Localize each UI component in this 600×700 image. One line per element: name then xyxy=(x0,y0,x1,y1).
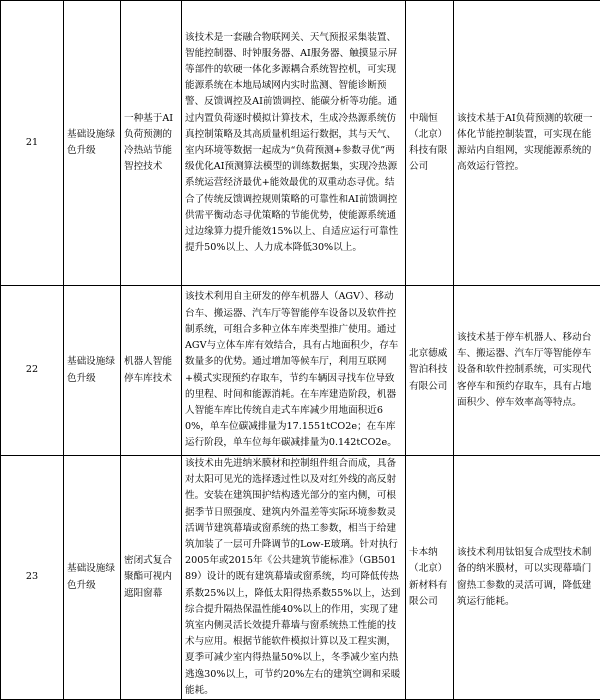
table-row xyxy=(1,1,600,286)
row-number: 23 xyxy=(1,456,64,700)
technology-name-cell: 一种基于AI负荷预测的冷热站节能智控技术 xyxy=(121,1,182,286)
category-cell: 基础设施绿色升级 xyxy=(64,456,121,700)
row-number: 22 xyxy=(1,286,64,456)
description-cell: 该技术利用自主研发的停车机器人（AGV）、移动台车、搬运器、汽车厅等智能停车设备以及软件控制系统，可组合多种立体车库类型推广使用。通过AGV与立体车库有效结合，具有占地面积少，存车数量多的优势。通过增加等候车厅，利用互联网+模式实现预约存取车，节约车辆因寻找车位导致的里程、时间和能源消耗。在车库建造阶段，机器人智能车库比传统自走式车库减少用地面积近60%，单车位碳减排量为17.1551tCO2e；在车库运行阶段，单车位每年碳减排量为0.142tCO2e。 xyxy=(182,286,406,456)
summary-cell: 该技术基于AI负荷预测的软硬一体化节能控制装置，可实现在能源站内自组网，实现能源系统的高效运行管控。 xyxy=(454,1,600,286)
company-cell: 中瑞恒（北京）科技有限公司 xyxy=(406,1,454,286)
company-cell: 北京德威智泊科技有限公司 xyxy=(406,286,454,456)
technology-name-cell: 机器人智能停车库技术 xyxy=(121,286,182,456)
company-cell: 卡本纳（北京）新材料有限公司 xyxy=(406,456,454,700)
description-cell: 该技术是一套融合物联网关、天气预报采集装置、智能控制器、时钟服务器、AI服务器、触摸显示屏等部件的软硬一体化多源耦合系统智控机，可实现能源系统在本地局域网内实时监测、智能诊断预警、反馈调控及AI前馈调控、能碳分析等功能。通过内置负荷逐时模拟计算技术，生成冷热源系统仿真控制策略及其高质量机组运行数据，其与天气、室内环境等数据一起成为“负荷预测+参数寻优”两级优化AI预测算法模型的训练数据集，实现冷热源系统运营经济最优+能效最优的双重动态寻优。结合了传统反馈调控规则策略的可靠性和AI前馈调控供需平衡动态寻优策略的节能优势，使能源系统通过边缘算力提升能效15%以上、自适应运行可靠性提升50%以上、人力成本降低30%以上。 xyxy=(182,1,406,286)
table-row xyxy=(1,286,600,456)
summary-cell: 该技术基于停车机器人、移动台车、搬运器、汽车厅等智能停车设备和软件控制系统，可实现代客停车和预约存取车，具有占地面积少、停车效率高等特点。 xyxy=(454,286,600,456)
summary-cell: 该技术利用钛铝复合成型技术制备的纳米膜材，可以实现幕墙门窗热工参数的灵活可调，降低建筑运行能耗。 xyxy=(454,456,600,700)
table-row xyxy=(1,456,600,700)
technology-name-cell: 密闭式复合聚酯可视内遮阳窗幕 xyxy=(121,456,182,700)
category-cell: 基础设施绿色升级 xyxy=(64,1,121,286)
row-number: 21 xyxy=(1,1,64,286)
description-cell: 该技术由先进纳米膜材和控制组件组合而成，具备对太阳可见光的选择透过性以及对红外线的高反射性。安装在建筑围护结构透光部分的室内侧，可根据季节日照强度、建筑内外温差等实际环境参数灵活调节建筑幕墙或窗系统的热工参数，相当于给建筑加装了一层可升降调节的Low-E玻璃。针对执行2005年或2015年《公共建筑节能标准》（GB50189）设计的既有建筑幕墙或窗系统，均可降低传热系数25%以上，降低太阳得热系数55%以上，达到综合提升隔热保温性能40%以上的作用，实现了建筑室内侧灵活长效提升幕墙与窗系统热工性能的技术与应用。根据节能软件模拟计算以及工程实测，夏季可减少室内得热量50%以上，冬季减少室内热逃逸30%以上，可节约20%左右的建筑空调和采暖能耗。 xyxy=(182,456,406,700)
category-cell: 基础设施绿色升级 xyxy=(64,286,121,456)
